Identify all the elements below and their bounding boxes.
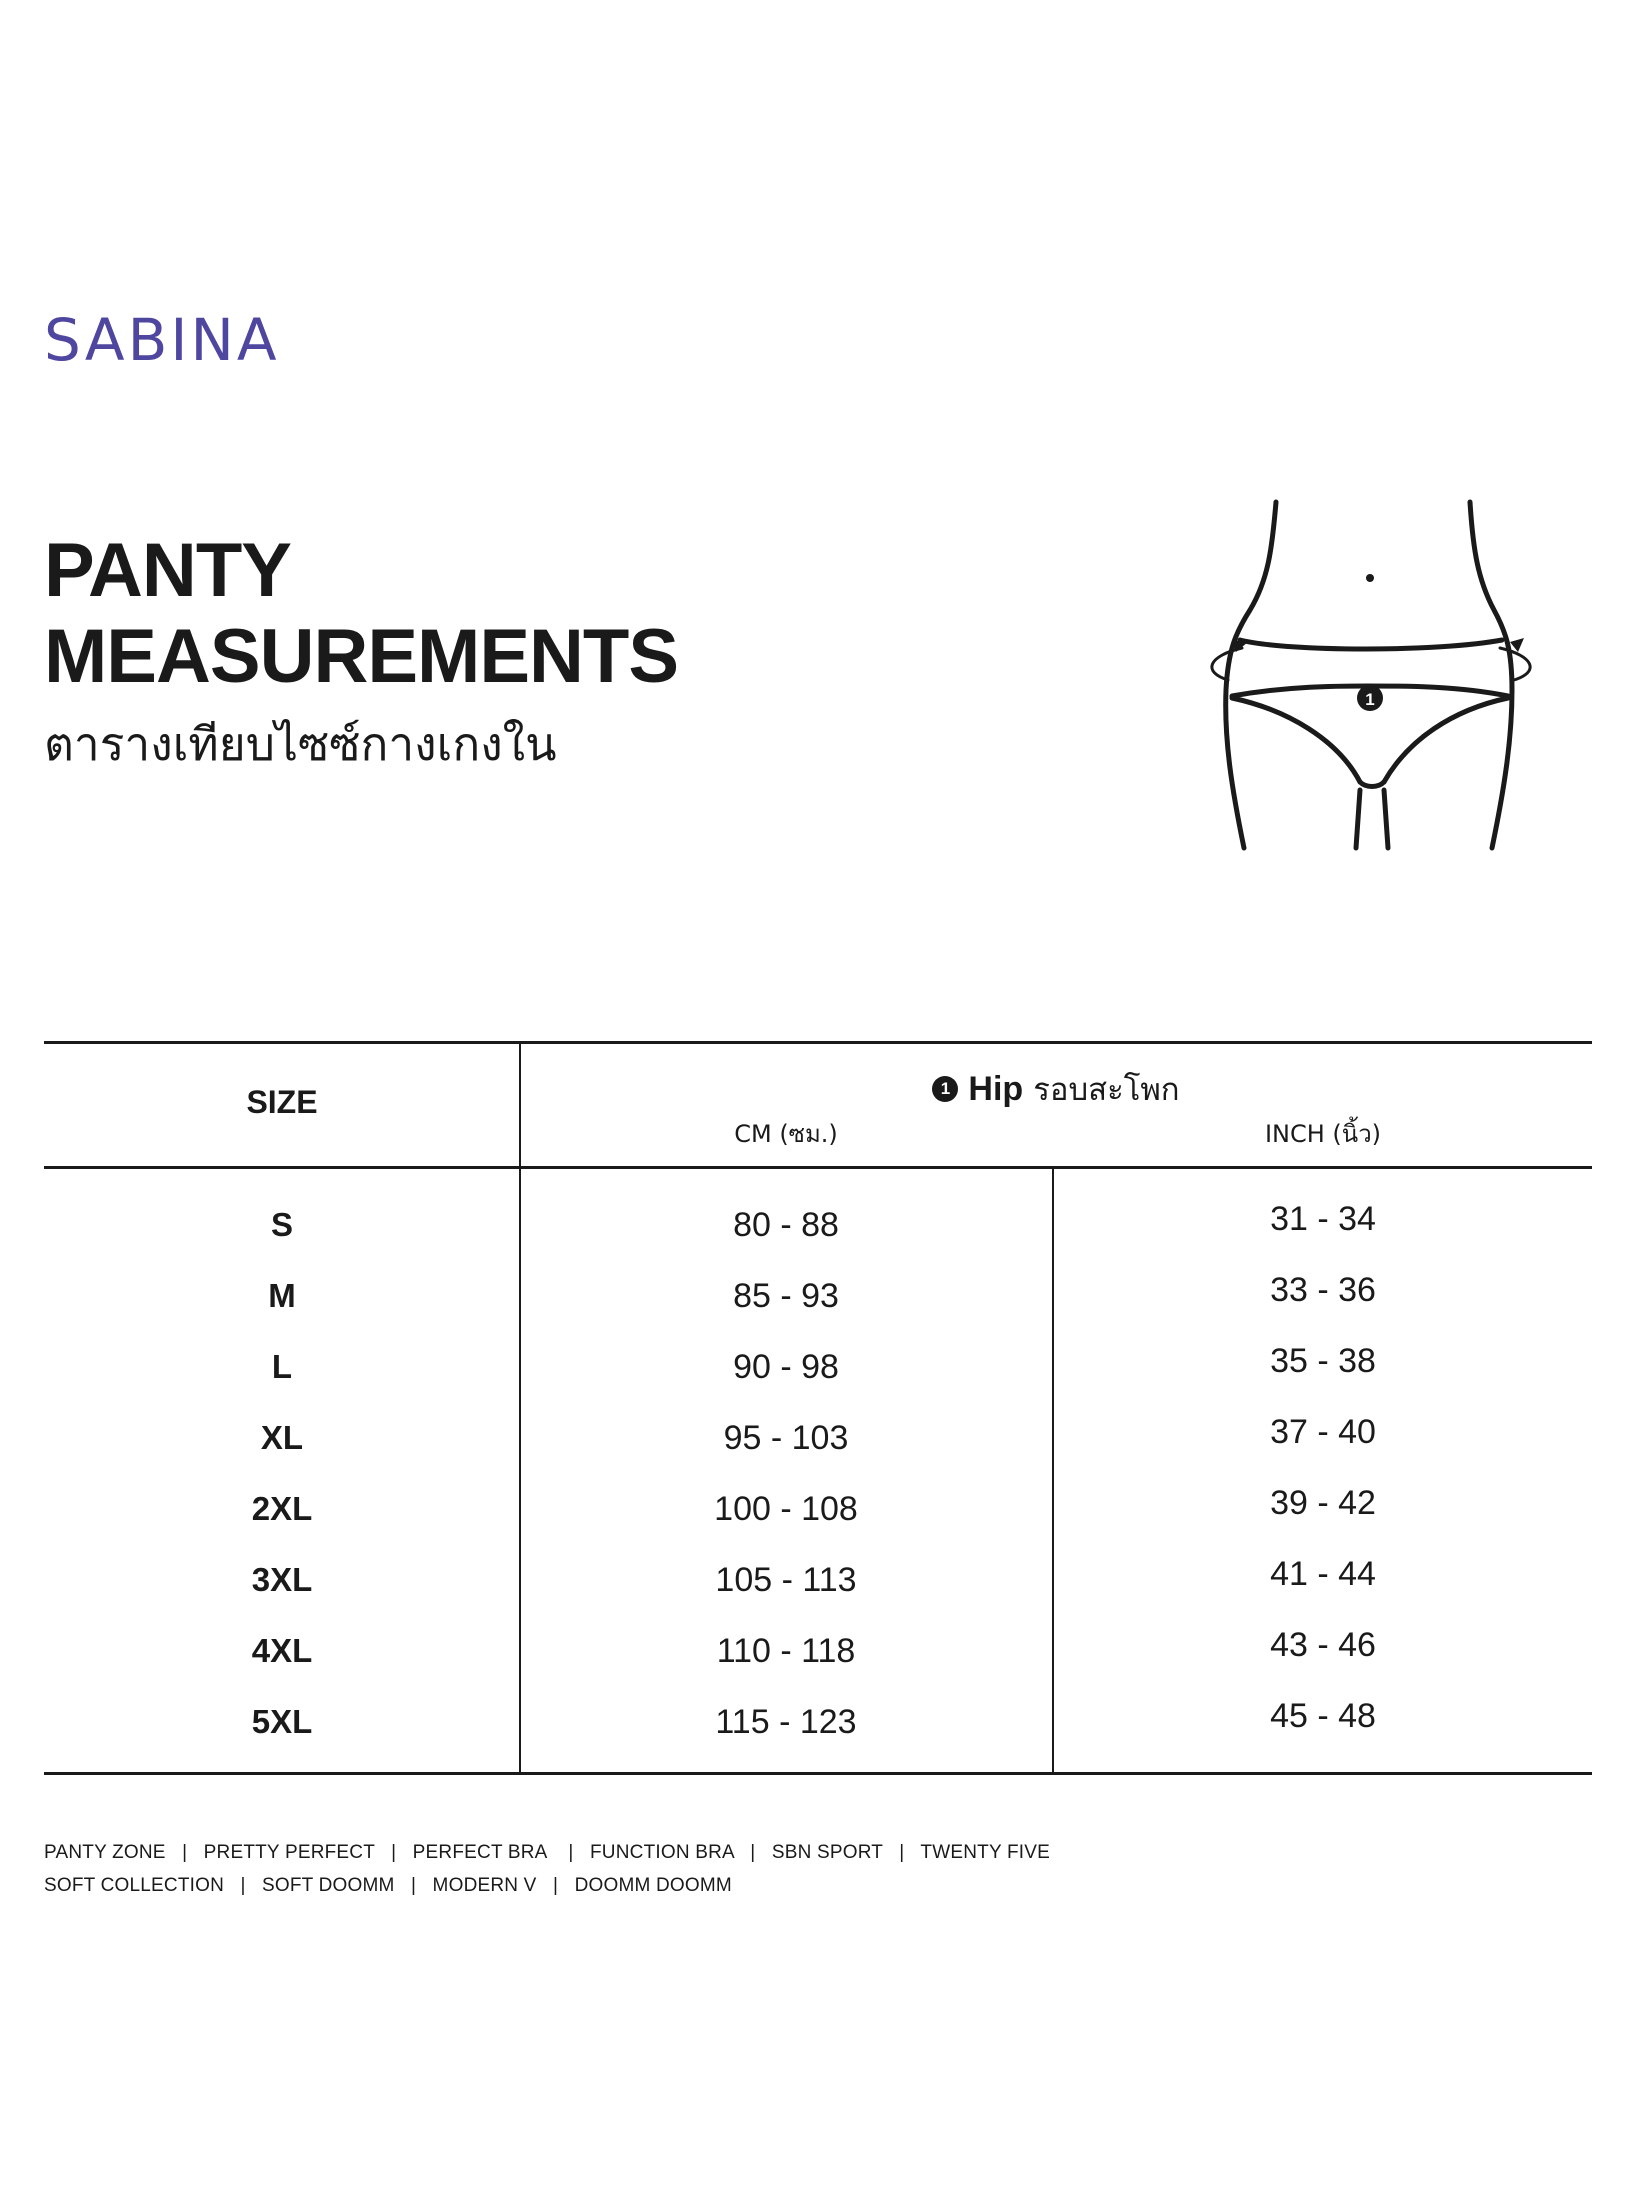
footer-collections-line-1: PANTY ZONE | PRETTY PERFECT | PERFECT BRA | FUNCTION BRA | SBN SPORT | TWENTY FIVE <box>44 1842 1051 1863</box>
row-size: 3XL <box>251 1561 313 1598</box>
row-size: S <box>270 1206 293 1243</box>
row-cm: 110 - 118 <box>716 1632 856 1670</box>
hip-marker: 1 <box>932 1076 958 1102</box>
figure-marker: 1 <box>1365 690 1375 709</box>
title-line-1: PANTY <box>44 528 291 613</box>
row-size: XL <box>260 1419 304 1456</box>
row-cm: 95 - 103 <box>723 1419 849 1457</box>
body-hip-outline-icon <box>1188 490 1548 860</box>
row-size: 5XL <box>251 1703 313 1740</box>
row-cm: 105 - 113 <box>715 1561 857 1599</box>
row-cm: 100 - 108 <box>714 1490 858 1528</box>
table-header-rule <box>44 1166 1592 1169</box>
hip-header <box>520 1064 1592 1114</box>
unit-cm-header: CM (ซม.) <box>734 1120 838 1148</box>
row-size: M <box>268 1277 296 1314</box>
row-size: L <box>271 1348 293 1385</box>
row-inch: 39 - 42 <box>1270 1484 1376 1522</box>
row-cm: 80 - 88 <box>733 1206 839 1244</box>
row-size: 4XL <box>251 1632 313 1669</box>
table-top-rule <box>44 1041 1592 1044</box>
brand-logo: SABINA <box>44 306 280 374</box>
row-inch: 31 - 34 <box>1270 1200 1376 1238</box>
hip-label: Hip <box>968 1069 1024 1108</box>
row-cm: 115 - 123 <box>715 1703 857 1741</box>
row-inch: 41 - 44 <box>1270 1555 1376 1593</box>
row-cm: 90 - 98 <box>733 1348 839 1386</box>
row-inch: 43 - 46 <box>1270 1626 1376 1664</box>
title-line-2: MEASUREMENTS <box>44 614 679 699</box>
unit-inch-header: INCH (นิ้ว) <box>1264 1120 1382 1148</box>
hip-label-th: รอบสะโพก <box>1033 1072 1180 1108</box>
row-inch: 37 - 40 <box>1270 1413 1376 1451</box>
row-inch: 35 - 38 <box>1270 1342 1376 1380</box>
unit-column-divider <box>1052 1168 1054 1773</box>
row-size: 2XL <box>251 1490 313 1527</box>
row-inch: 45 - 48 <box>1270 1697 1376 1735</box>
row-inch: 33 - 36 <box>1270 1271 1376 1309</box>
size-header: SIZE <box>246 1084 318 1120</box>
footer-collections-line-2: SOFT COLLECTION | SOFT DOOMM | MODERN V | DOOMM DOOMM <box>44 1875 732 1896</box>
page-subtitle: ตารางเทียบไซซ์กางเกงใน <box>44 717 557 771</box>
row-cm: 85 - 93 <box>733 1277 839 1315</box>
page-title <box>44 528 678 700</box>
table-bottom-rule <box>44 1772 1592 1775</box>
